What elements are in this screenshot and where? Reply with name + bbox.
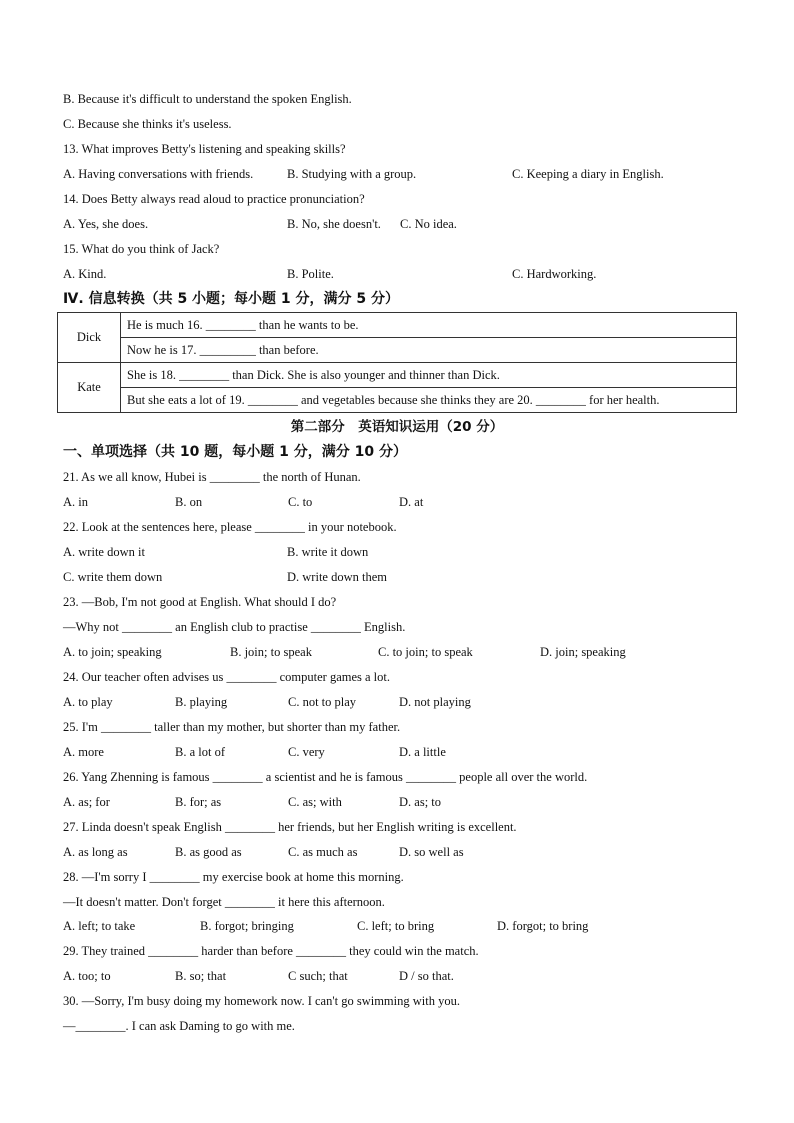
answer-option-line: B. Because it's difficult to understand the spoken English.	[63, 92, 352, 106]
answer-option: A. Kind.	[63, 267, 107, 281]
answer-option: D. forgot; to bring	[497, 919, 589, 933]
table-row	[58, 313, 737, 338]
answer-option: C. to	[288, 495, 313, 509]
answer-option: A. Having conversations with friends.	[63, 167, 254, 181]
table-cell: He is much 16. ________ than he wants to be.	[121, 313, 737, 338]
answer-option: D / so that.	[399, 969, 454, 983]
answer-option: A. to join; speaking	[63, 645, 162, 659]
question-stem: 23. —Bob, I'm not good at English. What should I do?	[63, 595, 337, 609]
answer-option: B. join; to speak	[230, 645, 312, 659]
answer-option: D. join; speaking	[540, 645, 626, 659]
answer-option: B. for; as	[175, 795, 222, 809]
answer-option: C. Hardworking.	[512, 267, 597, 281]
answer-option: C. not to play	[288, 695, 357, 709]
info-table	[57, 312, 737, 413]
answer-option: A. as; for	[63, 795, 110, 809]
person-name-cell: Kate	[58, 363, 121, 413]
answer-option: D. write down them	[287, 570, 387, 584]
answer-option-line: C. Because she thinks it's useless.	[63, 117, 232, 131]
question-stem: —It doesn't matter. Don't forget ________ it here this afternoon.	[63, 895, 385, 909]
answer-option: B. a lot of	[175, 745, 225, 759]
question-stem: 27. Linda doesn't speak English ________ her friends, but her English writing is excellent.	[63, 820, 517, 834]
answer-option: C. as much as	[288, 845, 358, 859]
question-stem: 22. Look at the sentences here, please ________ in your notebook.	[63, 520, 397, 534]
answer-option: B. Polite.	[287, 267, 334, 281]
answer-option: B. No, she doesn't.	[287, 217, 381, 231]
question-stem: 13. What improves Betty's listening and speaking skills?	[63, 142, 346, 156]
table-cell: She is 18. ________ than Dick. She is also younger and thinner than Dick.	[121, 363, 737, 388]
answer-option: A. more	[63, 745, 104, 759]
answer-option: B. as good as	[175, 845, 242, 859]
table-cell: But she eats a lot of 19. ________ and vegetables because she thinks they are 20. ________ for her health.	[121, 388, 737, 413]
answer-option: C. as; with	[288, 795, 342, 809]
answer-option: C such; that	[288, 969, 348, 983]
table-row	[58, 388, 737, 413]
answer-option: C. left; to bring	[357, 919, 435, 933]
question-stem: —Why not ________ an English club to practise ________ English.	[63, 620, 406, 634]
answer-option: C. very	[288, 745, 325, 759]
section-heading: Ⅳ. 信息转换（共 5 小题；每小题 1 分，满分 5 分）	[63, 291, 400, 307]
question-stem: 24. Our teacher often advises us ________ computer games a lot.	[63, 670, 390, 684]
answer-option: B. write it down	[287, 545, 369, 559]
answer-option: D. so well as	[399, 845, 464, 859]
answer-option: A. left; to take	[63, 919, 136, 933]
answer-option: A. as long as	[63, 845, 128, 859]
question-stem: 29. They trained ________ harder than before ________ they could win the match.	[63, 944, 479, 958]
answer-option: A. write down it	[63, 545, 145, 559]
part-heading: 第二部分 英语知识运用（20 分）	[290, 419, 504, 435]
answer-option: A. Yes, she does.	[63, 217, 149, 231]
question-stem: 15. What do you think of Jack?	[63, 242, 220, 256]
table-row	[58, 338, 737, 363]
table-row	[58, 363, 737, 388]
answer-option: B. Studying with a group.	[287, 167, 417, 181]
answer-option: D. as; to	[399, 795, 442, 809]
question-stem: —________. I can ask Daming to go with me.	[63, 1019, 295, 1033]
person-name-cell: Dick	[58, 313, 121, 363]
table-cell: Now he is 17. _________ than before.	[121, 338, 737, 363]
answer-option: B. on	[175, 495, 203, 509]
answer-option: A. too; to	[63, 969, 111, 983]
question-stem: 21. As we all know, Hubei is ________ the north of Hunan.	[63, 470, 361, 484]
question-stem: 26. Yang Zhenning is famous ________ a scientist and he is famous ________ people all over the world.	[63, 770, 588, 784]
question-stem: 30. —Sorry, I'm busy doing my homework now. I can't go swimming with you.	[63, 994, 460, 1008]
answer-option: A. in	[63, 495, 88, 509]
question-stem: 14. Does Betty always read aloud to practice pronunciation?	[63, 192, 365, 206]
answer-option: D. a little	[399, 745, 446, 759]
answer-option: C. No idea.	[400, 217, 457, 231]
answer-option: C. to join; to speak	[378, 645, 473, 659]
question-stem: 28. —I'm sorry I ________ my exercise book at home this morning.	[63, 870, 404, 884]
answer-option: B. so; that	[175, 969, 227, 983]
answer-option: D. not playing	[399, 695, 471, 709]
answer-option: A. to play	[63, 695, 113, 709]
answer-option: B. playing	[175, 695, 228, 709]
question-stem: 25. I'm ________ taller than my mother, but shorter than my father.	[63, 720, 401, 734]
answer-option: C. Keeping a diary in English.	[512, 167, 664, 181]
answer-option: B. forgot; bringing	[200, 919, 294, 933]
section-heading: 一、单项选择（共 10 题，每小题 1 分，满分 10 分）	[63, 444, 407, 460]
answer-option: C. write them down	[63, 570, 163, 584]
answer-option: D. at	[399, 495, 424, 509]
